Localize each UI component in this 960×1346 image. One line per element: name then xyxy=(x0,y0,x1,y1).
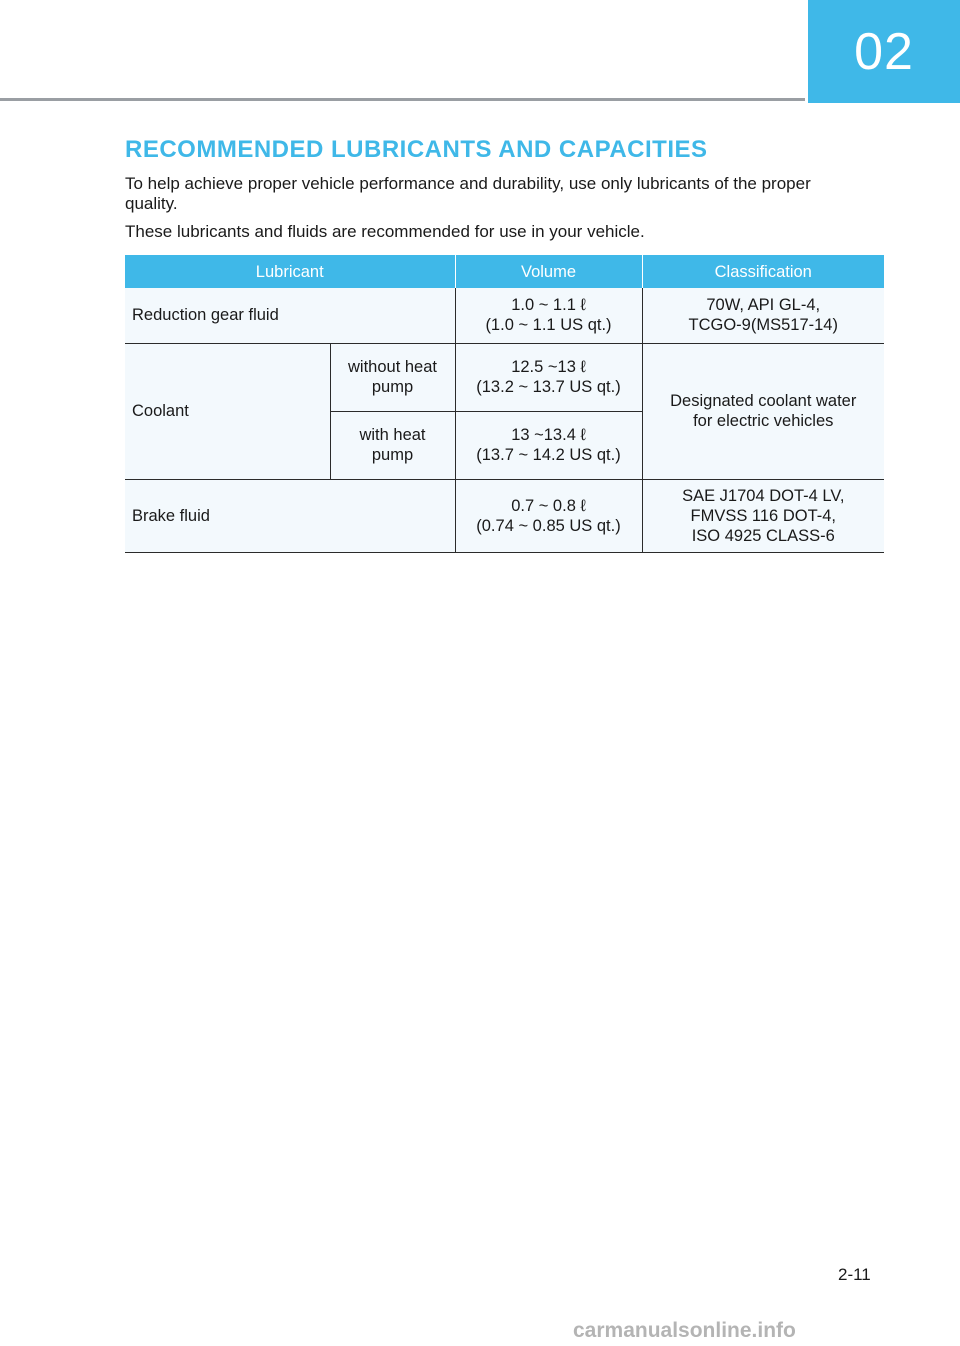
table-row xyxy=(125,343,884,411)
intro-paragraph-2: These lubricants and fluids are recommended for use in your vehicle. xyxy=(125,222,645,241)
coolant-with-heat-pump-label: with heat pump xyxy=(330,411,455,479)
header-rule xyxy=(0,98,805,101)
watermark-link[interactable]: carmanualsonline.info xyxy=(573,1319,796,1342)
reduction-gear-fluid-classification: 70W, API GL-4, TCGO-9(MS517-14) xyxy=(642,288,884,343)
section-title: RECOMMENDED LUBRICANTS AND CAPACITIES xyxy=(125,136,708,163)
reduction-gear-fluid-name: Reduction gear fluid xyxy=(125,288,455,343)
header-classification: Classification xyxy=(642,255,884,288)
table-row xyxy=(125,288,884,343)
table-header-row xyxy=(125,255,884,288)
brake-fluid-volume: 0.7 ~ 0.8 ℓ (0.74 ~ 0.85 US qt.) xyxy=(455,479,642,552)
coolant-name: Coolant xyxy=(125,343,330,479)
coolant-with-heat-pump-volume: 13 ~13.4 ℓ (13.7 ~ 14.2 US qt.) xyxy=(455,411,642,479)
coolant-without-heat-pump-volume: 12.5 ~13 ℓ (13.2 ~ 13.7 US qt.) xyxy=(455,343,642,411)
header-volume: Volume xyxy=(455,255,642,288)
lubricants-table xyxy=(125,255,884,553)
header-lubricant: Lubricant xyxy=(125,255,455,288)
table-row xyxy=(125,479,884,552)
reduction-gear-fluid-volume: 1.0 ~ 1.1 ℓ (1.0 ~ 1.1 US qt.) xyxy=(455,288,642,343)
page-number: 2-11 xyxy=(838,1265,871,1284)
coolant-without-heat-pump-label: without heat pump xyxy=(330,343,455,411)
chapter-tab: 02 xyxy=(808,0,960,103)
intro-paragraph-1: To help achieve proper vehicle performance and durability, use only lubricants of the proper quality. xyxy=(125,174,811,213)
brake-fluid-classification: SAE J1704 DOT-4 LV, FMVSS 116 DOT-4, ISO 4925 CLASS-6 xyxy=(642,479,884,552)
coolant-classification: Designated coolant water for electric vehicles xyxy=(642,343,884,479)
brake-fluid-name: Brake fluid xyxy=(125,479,455,552)
intro-text xyxy=(125,174,865,250)
